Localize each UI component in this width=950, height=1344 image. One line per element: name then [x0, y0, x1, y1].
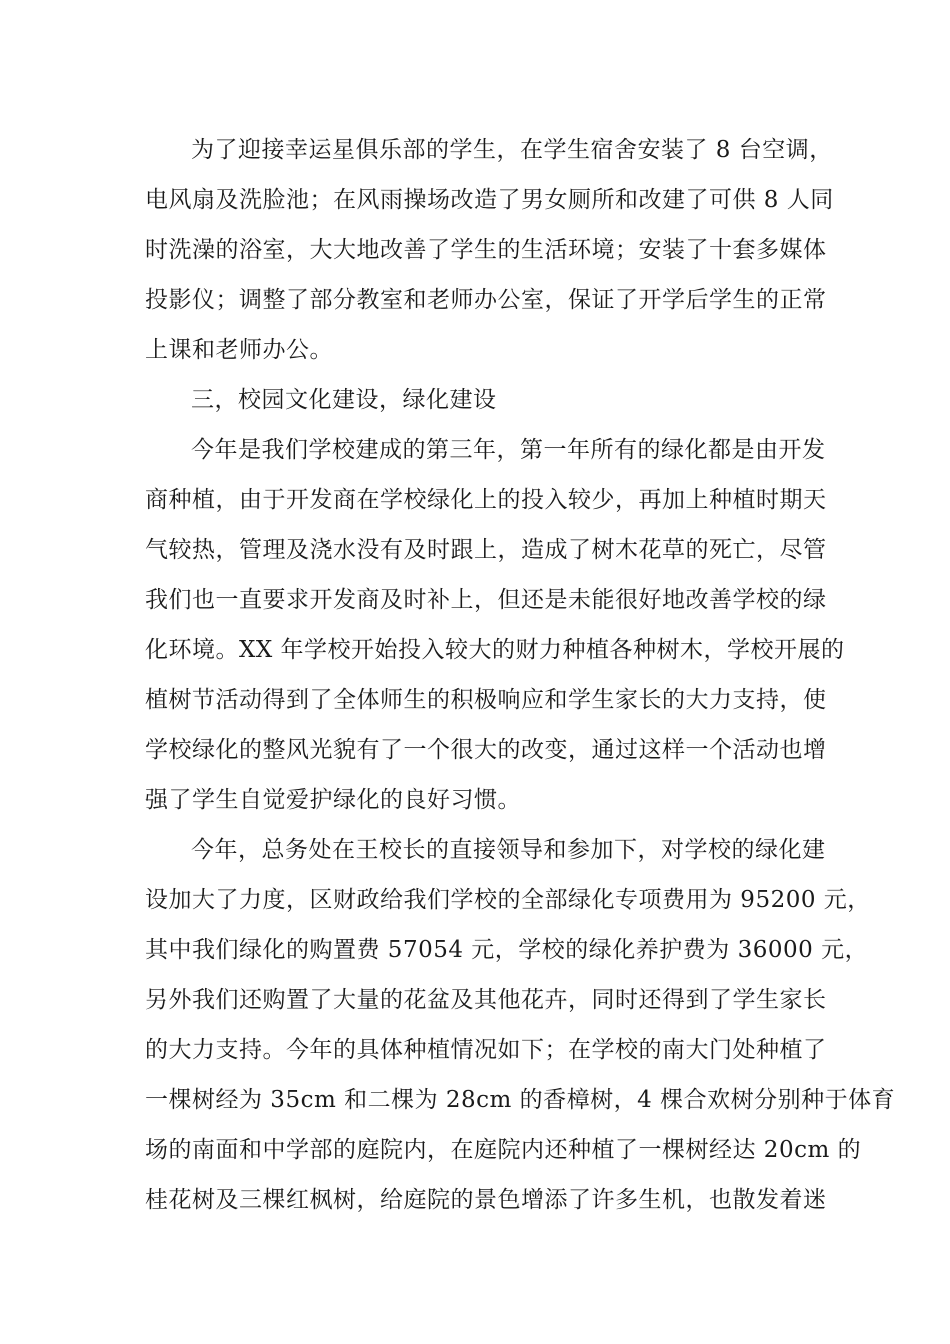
text-line-2: 电风扇及洗脸池；在风雨操场改造了男女厕所和改建了可供 8 人同 — [145, 187, 834, 213]
text-line-1: 为了迎接幸运星俱乐部的学生，在学生宿舍安装了 8 台空调， — [191, 137, 833, 163]
text-line-17: 其中我们绿化的购置费 57054 元，学校的绿化养护费为 36000 元， — [145, 937, 869, 963]
text-line-15: 今年，总务处在王校长的直接领导和参加下，对学校的绿化建 — [191, 837, 826, 863]
text-line-11: 化环境。XX 年学校开始投入较大的财力种植各种树木，学校开展的 — [145, 637, 845, 663]
text-line-4: 投影仪；调整了部分教室和老师办公室，保证了开学后学生的正常 — [145, 287, 827, 313]
text-line-10: 我们也一直要求开发商及时补上，但还是未能很好地改善学校的绿 — [145, 587, 827, 613]
text-line-13: 学校绿化的整风光貌有了一个很大的改变，通过这样一个活动也增 — [145, 737, 827, 763]
text-line-21: 场的南面和中学部的庭院内，在庭院内还种植了一棵树经达 20cm 的 — [145, 1137, 862, 1163]
text-line-12: 植树节活动得到了全体师生的积极响应和学生家长的大力支持，使 — [145, 687, 827, 713]
text-line-7: 今年是我们学校建成的第三年，第一年所有的绿化都是由开发 — [191, 437, 826, 463]
text-line-22: 桂花树及三棵红枫树，给庭院的景色增添了许多生机，也散发着迷 — [145, 1187, 827, 1213]
text-line-20: 一棵树经为 35cm 和二棵为 28cm 的香樟树，4 棵合欢树分别种于体育 — [145, 1087, 896, 1113]
text-line-18: 另外我们还购置了大量的花盆及其他花卉，同时还得到了学生家长 — [145, 987, 827, 1013]
text-line-3: 时洗澡的浴室，大大地改善了学生的生活环境；安装了十套多媒体 — [145, 237, 827, 263]
text-line-9: 气较热，管理及浇水没有及时跟上，造成了树木花草的死亡，尽管 — [145, 537, 827, 563]
text-line-14: 强了学生自觉爱护绿化的良好习惯。 — [145, 787, 521, 813]
text-line-19: 的大力支持。今年的具体种植情况如下；在学校的南大门处种植了 — [145, 1037, 827, 1063]
section-heading: 三，校园文化建设，绿化建设 — [191, 387, 497, 413]
text-line-8: 商种植，由于开发商在学校绿化上的投入较少，再加上种植时期天 — [145, 487, 827, 513]
text-line-5: 上课和老师办公。 — [145, 337, 333, 363]
text-line-16: 设加大了力度，区财政给我们学校的全部绿化专项费用为 95200 元， — [145, 887, 871, 913]
